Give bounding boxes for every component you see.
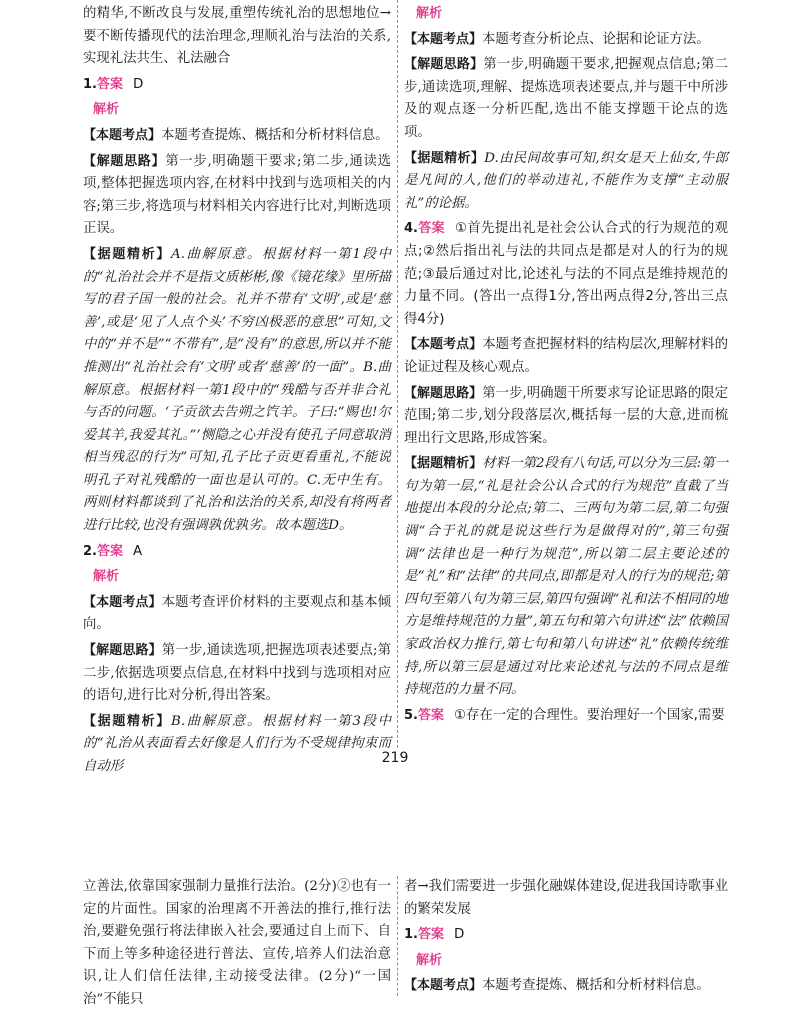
q4-solution-idea: 【解题思路】第一步,明确题干所要求写论证思路的限定范围;第二步,划分段落层次,概括每一层的大意,进而梳理出行文思路,形成答案。	[404, 385, 728, 446]
q1-number: 1.	[83, 76, 97, 92]
column-divider	[397, 876, 398, 996]
q4-number: 4.	[404, 221, 418, 237]
q3-analysis-heading: 解析	[416, 6, 443, 21]
q2-answer: A	[133, 543, 143, 559]
q1-test-point: 【本题考点】本题考查提炼、概括和分析材料信息。	[83, 127, 389, 143]
q1-analysis-heading: 解析	[416, 952, 443, 968]
q2-detailed-analysis: 【据题精析】B.曲解原意。根据材料一第3段中的“礼治从表面看去好像是人们行为不受规律拘束而自动形	[83, 713, 391, 774]
left-column	[83, 876, 391, 1015]
q5-number: 5.	[404, 707, 418, 723]
q1-detailed-analysis: 【据题精析】A.曲解原意。根据材料一第1段中的“礼治社会并不是指文质彬彬,像《镜花缘》里所描写的君子国一般的社会。礼并不带有‘文明’,或是‘慈善’,或是‘见了人点个头’不穷凶极恶的意思”可知,文中的“并不是”“不带有”,是“没有”的意思,所以并不能推测出“礼治社会有‘文明’或者‘慈善’的一面”。B.曲解原意。根据材料一第1段中的“残酷与否并非合礼与否的问题。‘子贡欲去告朔之饩羊。子曰:“赐也!尔爱其羊,我爱其礼。”’恻隐之心并没有使孔子同意取消相当残忍的行为”可知,孔子比子贡更看重礼,不能说明孔子对礼残酷的一面也是认可的。C.无中生有。两则材料都谈到了礼治和法治的关系,却没有将两者进行比较,也没有强调孰优孰劣。故本题选D。	[83, 246, 391, 534]
q5-answer: 5.答案 ①存在一定的合理性。要治理好一个国家,需要	[404, 707, 725, 723]
q1-answer-line: 1.答案 D	[404, 927, 465, 943]
q4-answer-label: 答案	[417, 221, 446, 237]
page-number: 219	[381, 750, 409, 766]
right-column	[404, 876, 728, 1001]
column-divider	[397, 0, 398, 748]
continued-text: 者→我们需要进一步强化融媒体建设,促进我国诗歌事业的繁荣发展	[404, 879, 728, 917]
q5-answer-label: 答案	[417, 707, 444, 723]
q5-answer-continued: 立善法,依靠国家强制力量推行法治。(2分)②也有一定的片面性。国家的治理离不开善法的推行,推行法治,要避免强行将法律嵌入社会,要通过自上而下、自下而上等多种途径进行普法、宣传,培养人们法治意识,让人们信任法律,主动接受法律。(2分)“一国治”不能只	[83, 879, 391, 1007]
q1-answer: D	[133, 76, 144, 92]
q2-analysis-heading: 解析	[93, 569, 120, 585]
q1-solution-idea: 【解题思路】第一步,明确题干要求;第二步,通读选项,整体把握选项内容,在材料中找到与选项相关的内容;第三步,将选项与材料相关内容进行比对,判断选项正误。	[83, 153, 391, 237]
q3-detailed-analysis: 【据题精析】D.由民间故事可知,织女是天上仙女,牛郎是凡间的人,他们的举动违礼,不能作为支撑“主动服礼”的论据。	[404, 150, 728, 211]
continued-text: 的精华,不断改良与发展,重塑传统礼治的思想地位→要不断传播现代的法治理念,理顺礼治与法治的关系,实现礼法共生、礼法融合	[83, 6, 391, 67]
q1-test-point: 【本题考点】本题考查提炼、概括和分析材料信息。	[404, 978, 710, 994]
q1-analysis-heading: 解析	[93, 102, 120, 118]
q4-answer: 4.答案 ①首先提出礼是社会公认合式的行为规范的观点;②然后指出礼与法的共同点是都是对人的行为的规范;③最后通过对比,论述礼与法的不同点是维持规范的力量不同。(答出一点得1分,答出两点得2分,答出三点得4分)	[404, 221, 728, 327]
q2-number: 2.	[83, 543, 97, 559]
q2-answer-line	[83, 541, 391, 564]
q2-solution-idea: 【解题思路】第一步,通读选项,把握选项表述要点;第二步,依据选项要点信息,在材料中找到与选项相对应的语句,进行比对分析,得出答案。	[83, 643, 391, 704]
q3-test-point: 【本题考点】本题考查分析论点、论据和论证方法。	[404, 31, 710, 47]
q1-answer-label: 答案	[96, 76, 123, 92]
next-page-fragment	[0, 876, 790, 1007]
q2-answer-label: 答案	[96, 543, 123, 559]
q4-test-point: 【本题考点】本题考查把握材料的结构层次,理解材料的论证过程及核心观点。	[404, 337, 728, 375]
q3-solution-idea: 【解题思路】第一步,明确题干要求,把握观点信息;第二步,通读选项,理解、提炼选项表述要点,并与题干中所涉及的观点逐一分析匹配,选出不能支撑题干论点的选项。	[404, 57, 728, 140]
q4-detailed-analysis: 【据题精析】材料一第2段有八句话,可以分为三层:第一句为第一层,“礼是社会公认合式的行为规范”直截了当地提出本段的分论点;第二、三两句为第二层,第二句强调“合于礼的就是说这些行为是做得对的”,第三句强调“法律也是一种行为规范”,所以第二层主要论述的是“礼”和“法律”的共同点,即都是对人的行为的规范;第四句至第八句为第三层,第四句强调“礼和法不相同的地方是维持规范的力量”,第五句和第六句讲述“法”依赖国家政治权力推行,第七句和第八句讲述“礼”依赖传统维持,所以第三层是通过对比来论述礼与法的不同点是维持规范的力量不同。	[404, 456, 728, 698]
left-column	[83, 3, 391, 782]
q2-test-point: 【本题考点】本题考查评价材料的主要观点和基本倾向。	[83, 594, 391, 633]
q1-answer-line	[83, 74, 391, 97]
right-column	[404, 3, 728, 730]
